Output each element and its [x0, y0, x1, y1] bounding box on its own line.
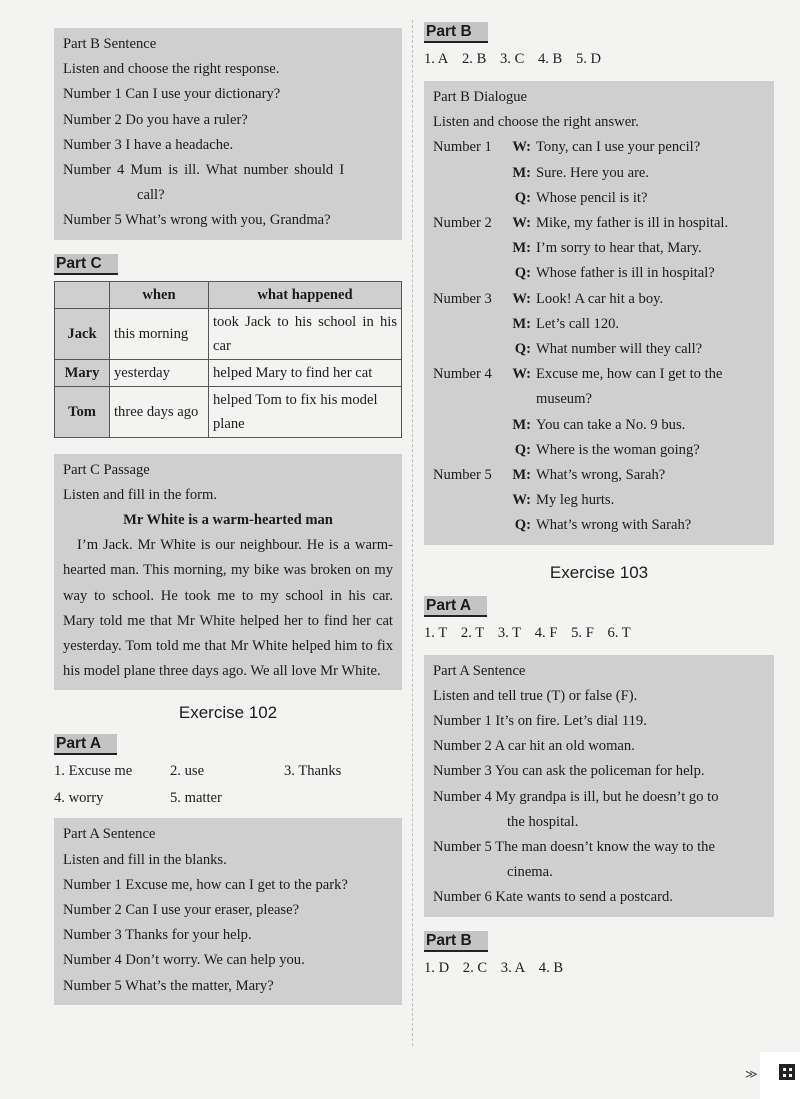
dialogue-line	[433, 413, 765, 438]
dialogue-line	[433, 211, 765, 236]
dialogue-line	[433, 161, 765, 186]
table-cell-what: helped Tom to fix his model plane	[209, 386, 402, 437]
dialogue-speaker: M:	[512, 240, 531, 257]
dialogue-number: Number 4	[433, 366, 492, 383]
list-item: Number 4 Mum is ill. What number should I	[63, 162, 345, 179]
list-item: Number 6 Kate wants to send a postcard.	[433, 889, 673, 906]
part-b-tag: Part B	[424, 931, 488, 952]
dialogue-speaker: Q:	[514, 517, 531, 534]
dialogue-text: Look! A car hit a boy.	[536, 290, 664, 307]
list-item: Number 5 What’s wrong with you, Grandma?	[63, 212, 331, 229]
list-item: Number 2 Do you have a ruler?	[63, 111, 248, 128]
answer-item: 2. C	[462, 959, 488, 976]
part-b-tag: Part B	[424, 22, 488, 43]
list-item-continuation: the hospital.	[507, 813, 579, 830]
instruction: Listen and fill in the blanks.	[63, 851, 227, 868]
dialogue-text: My leg hurts.	[536, 492, 615, 509]
dialogue-lines	[433, 135, 765, 538]
left-column	[54, 28, 402, 1005]
table-cell-name: Tom	[55, 386, 110, 437]
dialogue-line	[433, 337, 765, 362]
qr-code-icon	[760, 1052, 800, 1099]
table-cell-when: this morning	[110, 308, 209, 359]
dialogue-speaker: M:	[512, 416, 531, 433]
section-title: Part A Sentence	[433, 662, 526, 679]
dialogue-text: Mike, my father is ill in hospital.	[536, 215, 729, 232]
dialogue-number	[433, 312, 503, 337]
part-c-tag: Part C	[54, 254, 118, 275]
list-item: Number 5 What’s the matter, Mary?	[63, 977, 274, 994]
answer-item: 6. T	[607, 624, 631, 641]
dialogue-number	[433, 438, 503, 463]
part-a-tag: Part A	[424, 596, 487, 617]
dialogue-number	[433, 413, 503, 438]
dialogue-line	[433, 312, 765, 337]
section-title: Part A Sentence	[63, 826, 156, 843]
list-item: Number 3 I have a headache.	[63, 136, 234, 153]
part-b-answers	[424, 955, 774, 982]
part-a-answers	[424, 620, 774, 647]
table-header: what happened	[209, 281, 402, 308]
dialogue-text: Whose pencil is it?	[536, 189, 648, 206]
answer-item: 4. B	[538, 959, 564, 976]
part-c-passage-box	[54, 454, 402, 691]
dialogue-line	[433, 463, 765, 488]
section-title: Part C Passage	[63, 461, 150, 478]
dialogue-number	[433, 337, 503, 362]
qr-code-graphic	[779, 1064, 795, 1080]
dialogue-speaker: M:	[512, 164, 531, 181]
answer-item: 2. use	[170, 763, 205, 780]
list-item: Number 4 My grandpa is ill, but he doesn’t go to	[433, 788, 719, 805]
dialogue-speaker: W:	[512, 139, 531, 156]
part-b-dialogue-box	[424, 81, 774, 545]
list-item: Number 1 Can I use your dictionary?	[63, 86, 281, 103]
table-row	[55, 308, 402, 359]
instruction: Listen and choose the right response.	[63, 61, 280, 78]
dialogue-line	[433, 186, 765, 211]
instruction: Listen and choose the right answer.	[433, 114, 639, 131]
passage-heading: Mr White is a warm-hearted man	[123, 512, 333, 529]
answer-item: 3. A	[500, 959, 526, 976]
table-header: when	[110, 281, 209, 308]
answer-item: 1. A	[424, 51, 449, 67]
section-title: Part B Dialogue	[433, 89, 528, 105]
dialogue-number: Number 3	[433, 290, 492, 307]
part-b-answers	[424, 46, 774, 73]
dialogue-text: What’s wrong, Sarah?	[536, 467, 666, 484]
dialogue-speaker: W:	[512, 366, 531, 383]
part-a-sentence-box	[424, 655, 774, 917]
column-divider	[412, 20, 413, 1046]
dialogue-number	[433, 261, 503, 286]
list-item: Number 4 Don’t worry. We can help you.	[63, 952, 305, 969]
dialogue-number	[433, 236, 503, 261]
chevron-right-icon: ≫	[745, 1067, 758, 1081]
answer-item: 5. D	[575, 51, 602, 67]
list-item: Number 5 The man doesn’t know the way to the	[433, 839, 715, 856]
dialogue-text: Tony, can I use your pencil?	[536, 139, 701, 156]
dialogue-text: You can take a No. 9 bus.	[536, 416, 686, 433]
dialogue-speaker: W:	[512, 215, 531, 232]
dialogue-speaker: Q:	[514, 265, 531, 282]
list-item: Number 2 Can I use your eraser, please?	[63, 902, 300, 919]
table-cell-when: yesterday	[110, 359, 209, 386]
answer-item: 4. F	[534, 624, 558, 641]
dialogue-text: What’s wrong with Sarah?	[536, 517, 692, 534]
dialogue-number: Number 1	[433, 139, 492, 156]
table-cell-name: Jack	[55, 308, 110, 359]
instruction: Listen and fill in the form.	[63, 486, 218, 503]
dialogue-number	[433, 161, 503, 186]
dialogue-line	[433, 513, 765, 538]
dialogue-speaker: M:	[512, 467, 531, 484]
answer-item: 3. Thanks	[284, 763, 342, 780]
dialogue-text: Whose father is ill in hospital?	[536, 265, 715, 282]
answer-item: 2. B	[461, 51, 487, 67]
dialogue-line	[433, 488, 765, 513]
dialogue-text: What number will they call?	[536, 341, 703, 358]
instruction: Listen and tell true (T) or false (F).	[433, 687, 638, 704]
dialogue-number	[433, 488, 503, 513]
answer-item: 5. F	[571, 624, 594, 641]
table-cell-when: three days ago	[110, 386, 209, 437]
dialogue-speaker: W:	[512, 492, 531, 509]
dialogue-line	[433, 135, 765, 160]
dialogue-speaker: Q:	[514, 341, 531, 358]
answer-table	[54, 281, 402, 438]
part-a-sentence-box	[54, 818, 402, 1004]
table-cell-what: helped Mary to find her cat	[209, 359, 402, 386]
dialogue-speaker: W:	[512, 290, 531, 307]
dialogue-line	[433, 287, 765, 312]
table-row	[55, 359, 402, 386]
part-a-tag: Part A	[54, 734, 117, 755]
table-cell-name: Mary	[55, 359, 110, 386]
section-title: Part B Sentence	[63, 36, 157, 52]
dialogue-speaker: M:	[512, 315, 531, 332]
dialogue-line	[433, 261, 765, 286]
dialogue-number	[433, 513, 503, 538]
dialogue-speaker: Q:	[514, 189, 531, 206]
dialogue-line	[433, 362, 765, 412]
dialogue-number: Number 5	[433, 467, 492, 484]
answer-item: 1. Excuse me	[54, 763, 133, 780]
dialogue-text: Excuse me, how can I get to the museum?	[536, 366, 723, 408]
answer-item: 2. T	[460, 624, 485, 641]
dialogue-line	[433, 236, 765, 261]
right-column	[424, 22, 774, 982]
dialogue-text: I’m sorry to hear that, Mary.	[536, 240, 702, 257]
dialogue-line	[433, 438, 765, 463]
list-item: Number 1 Excuse me, how can I get to the park?	[63, 876, 348, 893]
dialogue-text: Let’s call 120.	[536, 315, 620, 332]
list-item: Number 2 A car hit an old woman.	[433, 738, 635, 755]
answer-item: 3. C	[499, 51, 525, 67]
list-item-continuation: cinema.	[507, 864, 553, 881]
dialogue-speaker: Q:	[514, 441, 531, 458]
list-item-continuation: call?	[137, 187, 165, 204]
part-b-sentence-box	[54, 28, 402, 240]
list-item: Number 3 Thanks for your help.	[63, 927, 252, 944]
passage-text: I’m Jack. Mr White is our neighbour. He is a warm-hearted man. This morning, my bike was broken on my way to school. He took me to my school in his car. Mary told me that Mr White helped her to find her cat yesterday. Tom told me that Mr White helped him to fix his model plane three days ago. We all love Mr White.	[63, 537, 393, 680]
answer-item: 4. B	[537, 51, 563, 67]
list-item: Number 1 It’s on fire. Let’s dial 119.	[433, 713, 647, 730]
answer-item: 5. matter	[170, 790, 222, 807]
dialogue-number: Number 2	[433, 215, 492, 232]
list-item: Number 3 You can ask the policeman for help.	[433, 763, 705, 780]
part-a-answers	[54, 758, 402, 812]
exercise-103-heading: Exercise 103	[549, 562, 649, 582]
table-header-row	[55, 281, 402, 308]
table-cell-what: took Jack to his school in his car	[209, 308, 402, 359]
exercise-102-heading: Exercise 102	[178, 703, 278, 723]
answer-item: 4. worry	[54, 790, 104, 807]
dialogue-text: Where is the woman going?	[536, 441, 700, 458]
dialogue-number	[433, 186, 503, 211]
table-row	[55, 386, 402, 437]
table-header	[55, 281, 110, 308]
answer-item: 3. T	[497, 624, 522, 641]
answer-item: 1. D	[424, 959, 450, 976]
answer-item: 1. T	[424, 624, 448, 641]
dialogue-text: Sure. Here you are.	[536, 164, 650, 181]
